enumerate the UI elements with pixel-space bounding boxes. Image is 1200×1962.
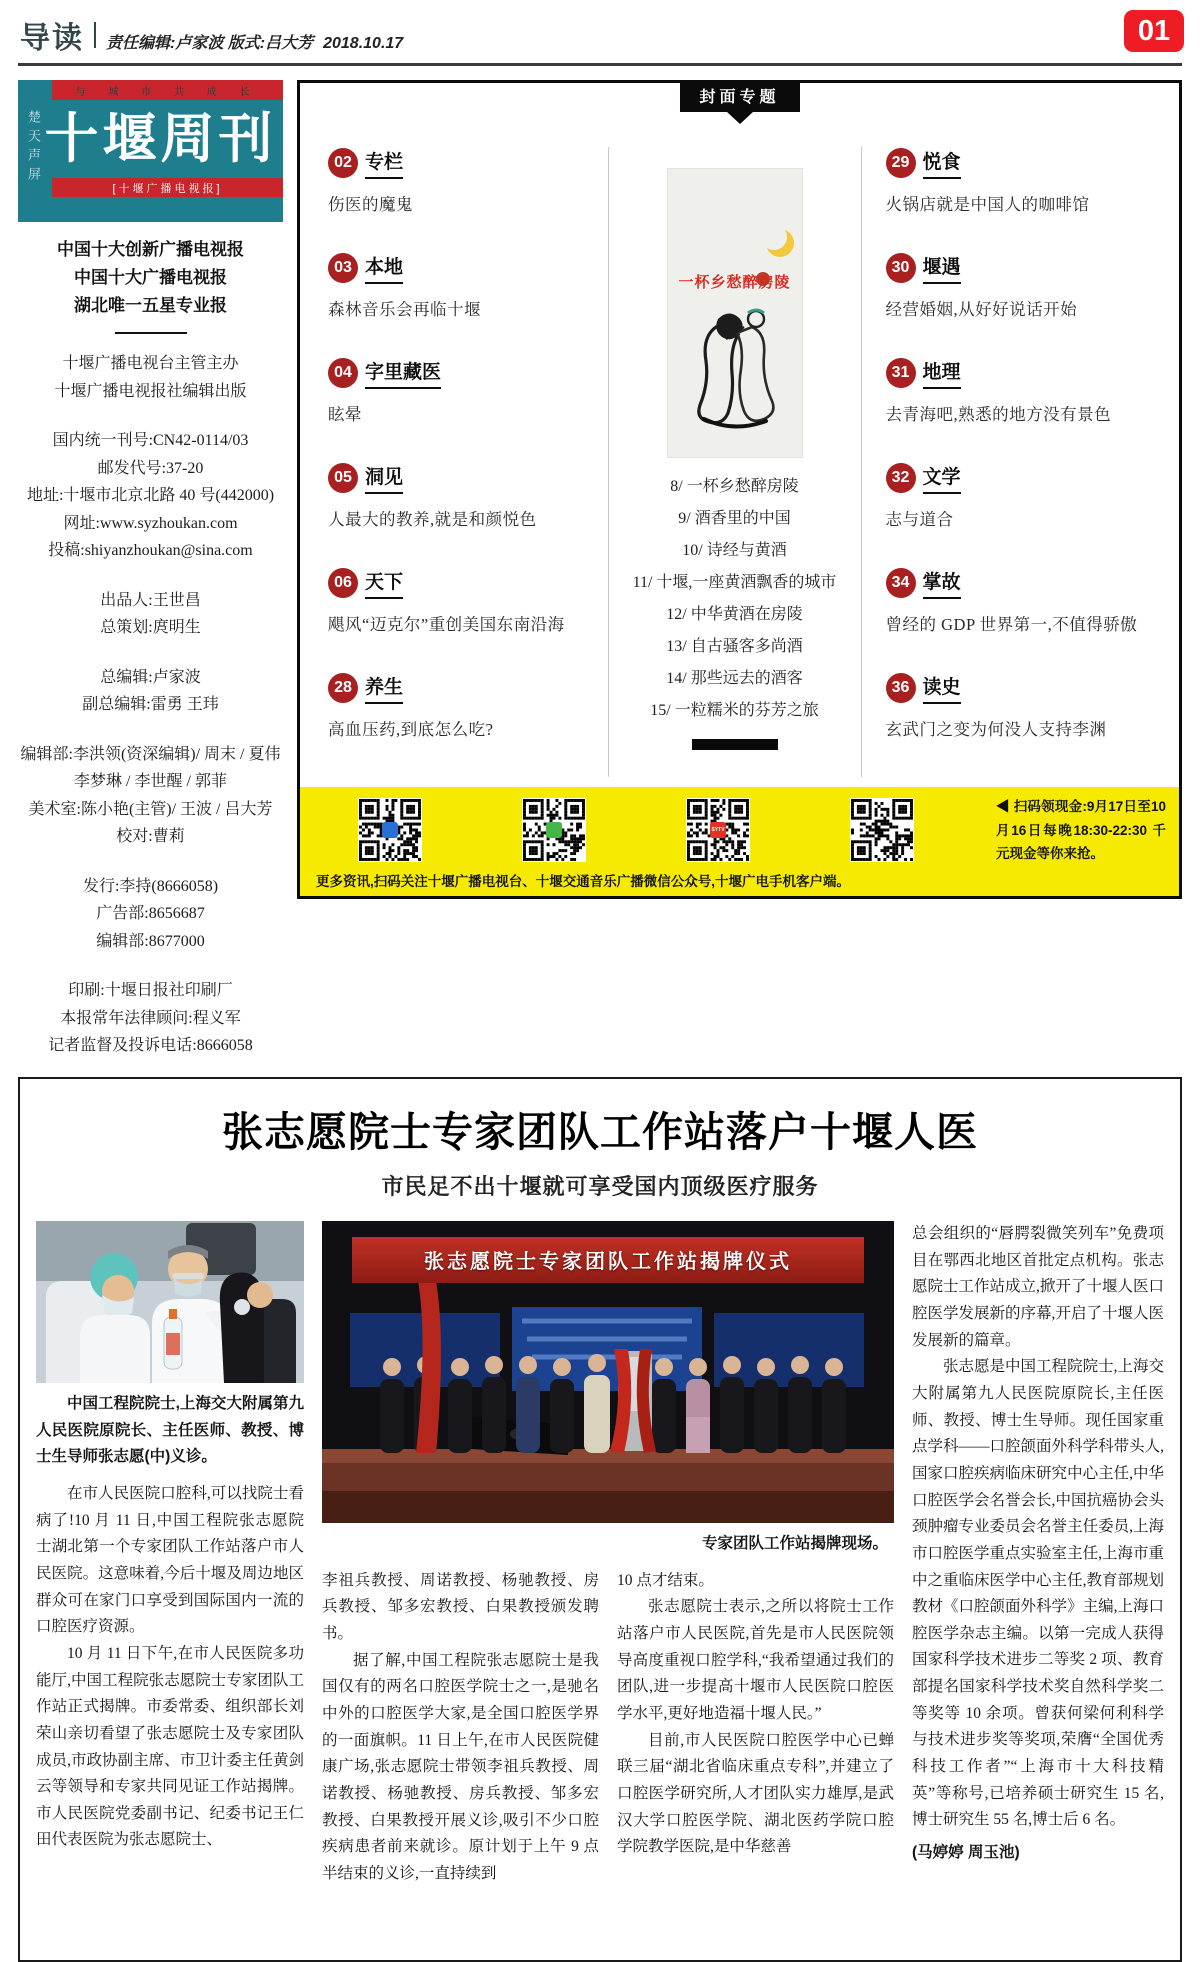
ink-painting-graphic [668,169,802,457]
article-column-1 [36,1221,304,1888]
photo1-caption: 中国工程院院士,上海交大附属第九人民医院原院长、主任医师、教授、博士生导师张志愿(中)义诊。 [36,1394,304,1466]
page-number-circle: 06 [328,568,358,598]
honor-line: 湖北唯一五星专业报 [74,296,227,316]
toc-story-title: 人最大的教养,就是和颜悦色 [328,510,537,529]
page-number-circle: 30 [886,253,916,283]
masthead-sidebar [18,80,283,1060]
cover-feature-section [297,80,1182,1060]
article-byline: (马婷婷 周玉池) [912,1844,1020,1862]
toc-item-head [886,357,1160,389]
page-number-circle: 05 [328,463,358,493]
toc-item-head [328,567,602,599]
page-number-circle: 36 [886,673,916,703]
cover-story-line: 9/ 酒香里的中国 [678,510,791,527]
toc-category: 本地 [365,252,403,284]
staff-block-c [18,741,283,851]
staff-line: 总编辑:卢家波 [100,668,201,686]
cover-story-line: 13/ 自古骚客多尚酒 [666,638,803,655]
toc-story-title: 森林音乐会再临十堰 [328,300,481,319]
legal-line: 印刷:十堰日报社印刷厂 [68,982,233,1000]
qr-code-tv-station [358,798,422,862]
toc-right-column [861,147,1166,777]
toc-story-title: 曾经的 GDP 世界第一,不值得骄傲 [885,615,1138,634]
toc-category: 字里藏医 [365,357,441,389]
publisher-line: 十堰广播电视台主管主办 [62,355,239,373]
stage-banner: 张志愿院士专家团队工作站揭牌仪式 [352,1237,864,1283]
cover-story-line: 14/ 那些远去的酒客 [666,670,803,687]
clinic-photo-graphic [36,1221,304,1383]
clinic-photo [36,1221,304,1383]
toc-item-head [886,567,1160,599]
article-paragraph: 总会组织的“唇腭裂微笑列车”免费项目在鄂西北地区首批定点机构。张志愿院士工作站成立,掀开了十堰人医口腔医学发展新的序幕,开启了十堰人医发展新的篇章。 [912,1224,1164,1349]
cover-story-line: 15/ 一粒糯米的芬芳之旅 [650,702,819,719]
page-number-circle: 29 [886,148,916,178]
toc-item [886,357,1160,425]
toc-category: 养生 [365,672,403,704]
toc-item-head [328,147,602,179]
decorative-black-bar [692,739,778,750]
toc-center-column [609,147,861,777]
info-line: 网址:www.syzhoukan.com [63,514,238,532]
publication-title: 十堰周刊 [44,109,277,169]
wechat-logo-icon [546,822,562,838]
toc-columns [300,83,1179,787]
article-subhead: 市民足不出十堰就可享受国内顶级医疗服务 [381,1173,819,1199]
toc-item [886,147,1160,215]
publisher-line: 十堰广播电视报社编辑出版 [54,382,247,400]
page-number-circle: 31 [886,358,916,388]
toc-item-head [328,672,602,704]
info-line: 地址:十堰市北京北路 40 号(442000) [26,487,275,505]
page-number-badge: 01 [1124,10,1184,52]
article-paragraph: 张志愿是中国工程院院士,上海交大附属第九人民医院原院长,主任医师、教授、博士生导师。现任国家重点学科——口腔颌面外科学科带头人,国家口腔疾病临床研究中心主任,中华口腔医学会名誉会长,中国抗癌协会头颈肿瘤专业委员会名誉主任委员,上海市口腔医学重点实验室主任,上海市重中之重临床医学中心主任,教育部规划教材《口腔颌面外科学》主编,上海口腔医学杂志主编。以第一完成人获得国家科学技术进步二等奖 2 项、教育部提名国家科学技术奖自然科学奖二等奖等 10 余项。曾获何梁何利科学与技术进步奖等奖项,荣膺“全国优秀科技工作者”“上海市十大科技精英”等称号,已培养硕士研究生 15 名,博士研究生 55 名,博士后 6 名。 [912,1358,1164,1829]
phones-block [18,873,283,956]
article-column-4 [912,1221,1164,1888]
legal-line: 记者监督及投诉电话:8666058 [48,1037,253,1055]
section-title: 导读 [20,22,84,55]
staff-line: 美术室:陈小艳(主管)/ 王波 / 吕大芳 [28,800,273,818]
toc-category: 文学 [923,462,961,494]
toc-item-head [886,672,1160,704]
toc-category: 读史 [923,672,961,704]
cover-feature-box [297,80,1182,899]
staff-block-a [18,587,283,642]
honor-line: 中国十大创新广播电视报 [57,240,244,259]
masthead-logo [18,80,283,222]
toc-story-title: 经营婚姻,从好好说话开始 [885,300,1078,319]
tab-triangle-icon [726,112,752,124]
cover-story-line: 10/ 诗经与黄酒 [682,542,787,559]
page-number-circle: 04 [328,358,358,388]
toc-category: 悦食 [923,147,961,179]
cover-illustration [668,169,802,457]
publication-info-block [18,427,283,565]
article-headline: 张志愿院士专家团队工作站落户十堰人医 [222,1108,978,1155]
toc-item [328,147,602,215]
qr-row [316,795,1167,866]
masthead-side-calligraphy: 楚天声屏 [26,110,41,186]
app-logo-icon [382,822,398,838]
info-line: 邮发代号:37-20 [97,459,204,477]
cover-story-line: 8/ 一杯乡愁醉房陵 [670,478,799,495]
phone-line: 编辑部:8677000 [96,932,205,950]
toc-item [328,357,602,425]
staff-line: 副总编辑:雷勇 王玮 [82,696,219,714]
toc-story-title: 高血压药,到底怎么吃? [328,720,494,739]
toc-category: 天下 [365,567,403,599]
toc-story-title: 去青海吧,熟悉的地方没有景色 [885,405,1112,424]
page-number-circle: 03 [328,253,358,283]
toc-item [886,252,1160,320]
header-divider [94,22,96,48]
toc-item [328,567,602,635]
toc-category: 专栏 [365,147,403,179]
article-middle [322,1221,894,1888]
toc-item-head [886,147,1160,179]
toc-category: 地理 [923,357,961,389]
toc-item [886,567,1160,635]
page-header [18,10,1182,66]
sidebar-divider [115,332,187,334]
toc-item [328,462,602,530]
page-number-circle: 34 [886,568,916,598]
qr-code-wechat [522,798,586,862]
scan-promo-text: ◀ 扫码领现金:9月17日至10月16日每晚18:30-22:30 千元现金等你来抢。 [996,799,1166,862]
cover-feature-tab [679,80,799,124]
issue-date: 2018.10.17 [323,35,404,52]
article-paragraph: 李祖兵教授、周诺教授、杨驰教授、房兵教授、邹多宏教授、白果教授颁发聘书。 [322,1571,599,1642]
toc-story-title: 玄武门之变为何没人支持李渊 [885,720,1107,739]
staff-line: 校对:曹莉 [116,828,185,846]
sytv-logo-icon: SYTV [710,822,726,838]
editors-line: 责任编辑:卢家波 版式:吕大芳 [106,35,314,52]
staff-line: 总策划:庹明生 [100,619,201,637]
staff-block-b [18,664,283,719]
article-paragraph: 10 点才结束。 [617,1571,714,1589]
article-paragraph: 目前,市人民医院口腔医学中心已蝉联三届“湖北省临床重点专科”,并建立了口腔医学研究所,人才团队实力雄厚,是武汉大学口腔医学院、湖北医药学院口腔学院教学医院,是中华慈善 [617,1731,894,1856]
masthead-tagline: 与 城 市 共 成 长 [52,80,283,100]
article-body [36,1221,1164,1888]
toc-item-head [886,462,1160,494]
toc-story-title: 眩晕 [328,405,362,424]
qr-code-sytv [686,798,750,862]
toc-left-column [314,147,609,777]
qr-promo-bar [300,787,1179,896]
photo2-caption: 专家团队工作站揭牌现场。 [701,1534,888,1552]
qr-code-client-app [850,798,914,862]
toc-story-title: 火锅店就是中国人的咖啡馆 [885,195,1090,214]
legal-line: 本报常年法律顾问:程义军 [60,1009,241,1027]
article-paragraph: 张志愿院士表示,之所以将院士工作站落户市人民医院,首先是市人民医院领导高度重视口腔学科,“我希望通过我们的团队,进一步提高十堰市人民医院口腔医学水平,更好地造福十堰人民。” [617,1598,894,1722]
info-line: 国内统一刊号:CN42-0114/03 [52,432,249,450]
main-article [18,1077,1182,1962]
header-left [20,13,403,57]
cover-story-line: 11/ 十堰,一座黄酒飘香的城市 [632,574,837,591]
phone-line: 发行:李持(8666058) [82,877,219,895]
toc-item [328,252,602,320]
cover-feature-tab-label: 封面专题 [679,80,799,112]
staff-line: 出品人:王世昌 [100,591,201,609]
article-paragraph: 在市人民医院口腔科,可以找院士看病了!10 月 11 日,中国工程院张志愿院士湖北第一个专家团队工作站落户市人民医院。这意味着,今后十堰及周边地区群众可在家门口享受到国际国内一流的口腔医疗资源。 [36,1484,304,1636]
page-number-circle: 02 [328,148,358,178]
phone-line: 广告部:8656687 [96,905,205,923]
staff-line: 编辑部:李洪领(资深编辑)/ 周末 / 夏伟 [20,745,281,763]
legal-block [18,977,283,1060]
toc-item-head [886,252,1160,284]
toc-item [886,672,1160,740]
toc-category: 洞见 [365,462,403,494]
toc-story-title: 伤医的魔鬼 [328,195,413,214]
toc-story-title: 志与道合 [885,510,954,529]
toc-item [328,672,602,740]
cover-story-line: 12/ 中华黄酒在房陵 [666,606,803,623]
toc-category: 掌故 [923,567,961,599]
staff-line: 李梦琳 / 李世醒 / 郭菲 [74,773,227,791]
page-number-circle: 32 [886,463,916,493]
qr-bar-note: 更多资讯,扫码关注十堰广播电视台、十堰交通音乐广播微信公众号,十堰广电手机客户端。 [316,873,851,889]
honors-list [18,236,283,320]
honor-line: 中国十大广播电视报 [74,268,227,288]
cover-story-list [609,471,861,727]
info-line: 投稿:shiyanzhoukan@sina.com [48,542,253,560]
toc-story-title: 飓风“迈克尔”重创美国东南沿海 [328,615,565,634]
toc-item [886,462,1160,530]
ceremony-photo [322,1221,894,1523]
toc-item-head [328,357,602,389]
publisher-block [18,350,283,405]
masthead-subtitle: [十堰广播电视报] [52,178,283,197]
toc-category: 堰遇 [923,252,961,284]
toc-item-head [328,462,602,494]
toc-item-head [328,252,602,284]
main-region [18,80,1182,1060]
article-paragraph: 10 月 11 日下午,在市人民医院多功能厅,中国工程院张志愿院士专家团队工作站正式揭牌。市委常委、组织部长刘荣山亲切看望了张志愿院士及专家团队成员,市政协副主席、市卫计委主任黄剑云等领导和专家共同见证工作站揭牌。市人民医院党委副书记、纪委书记王仁田代表医院为张志愿院士、 [36,1644,304,1849]
page-number-circle: 28 [328,673,358,703]
article-paragraph: 据了解,中国工程院张志愿院士是我国仅有的两名口腔医学院士之一,是驰名中外的口腔医学大家,是全国口腔医学界的一面旗帜。11 日上午,在市人民医院健康广场,张志愿院士带领李祖兵教授、周诺教授、杨驰教授、房兵教授、邹多宏教授、白果教授开展义诊,吸引不少口腔疾病患者前来就诊。原计划于上午 9 点半结束的义诊,一直持续到 [322,1651,599,1882]
cover-calligraphy-title: 一杯乡愁醉房陵 [678,275,791,291]
